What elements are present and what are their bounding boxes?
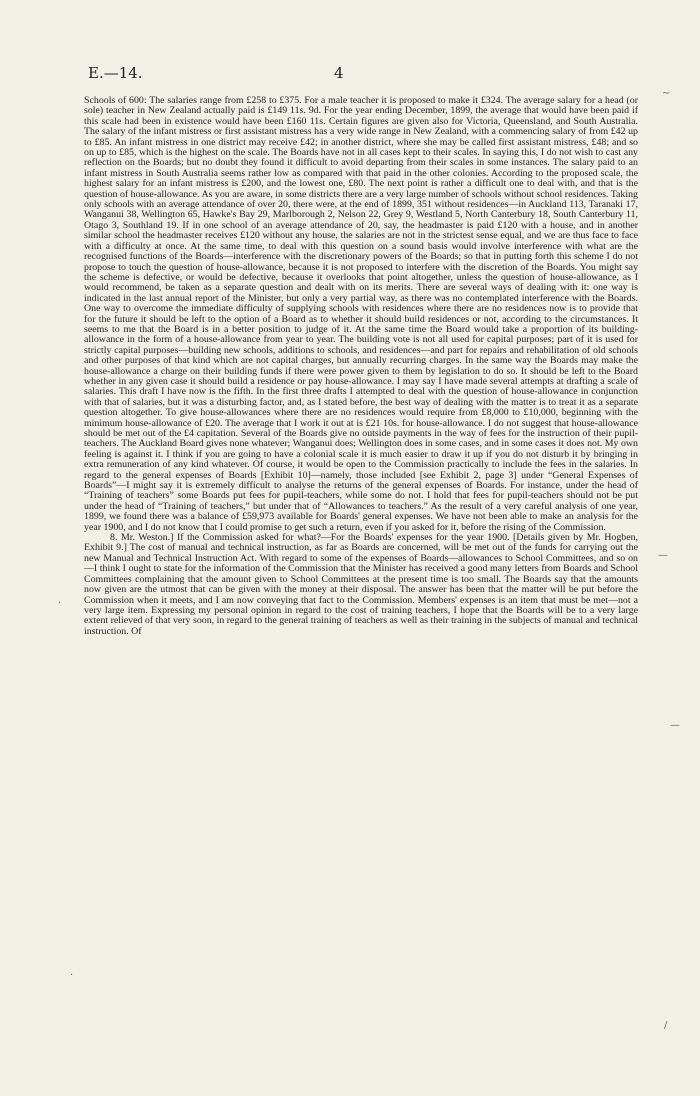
document-reference: E.—14. bbox=[88, 64, 143, 82]
margin-mark: / bbox=[664, 1020, 668, 1031]
margin-mark: · bbox=[58, 598, 62, 609]
page-number: 4 bbox=[334, 64, 344, 82]
margin-mark: — bbox=[670, 720, 680, 731]
margin-mark: · bbox=[70, 970, 74, 981]
page-header bbox=[88, 64, 628, 84]
margin-mark: — bbox=[658, 550, 668, 561]
body-text bbox=[84, 96, 638, 637]
paragraph-1: Schools of 600: The salaries range from £258 to £375. For a male teacher it is proposed to make it £324. The average salary for a head (or sole) teacher in New Zealand actually paid is £149 11s. 9d. For the year ending December, 1899, the average that would have been paid if this scale had been in existence would have been £160 11s. Certain figures are given also for Victoria, Queensland, and South Australia. The salary of the infant mistress or first assistant mistress has a very wide range in New Zealand, with a commencing salary of from £42 up to £85. An infant mistress in one district may receive £42; in another district, where she may be called first assistant mistress, £48; and so on up to £85, which is the highest on the scale. The Boards have not in all cases kept to their scales. In saying this, I do not wish to cast any reflection on the Boards; but no doubt they found it difficult to avoid departing from their scales in some instances. The salary paid to an infant mistress in South Australia seems rather low as compared with that paid in the other colonies. According to the proposed scale, the highest salary for an infant mistress is £200, and the lowest one, £80. The next point is rather a difficult one to deal with, and that is the question of house-allowance. As you are aware, in some districts there are a very large number of schools without school residences. Taking only schools with an average attendance of over 20, there were, at the end of 1899, 351 without residences—in Auckland 113, Taranaki 17, Wanganui 38, Wellington 65, Hawke's Bay 29, Marlborough 2, Nelson 22, Grey 9, Westland 5, North Canterbury 18, South Canterbury 11, Otago 3, Southland 19. If in one school of an average attendance of 20, say, the headmaster is paid £120 with a house, and in another similar school the headmaster receives £120 without any house, the salaries are not in the strictest sense equal, and we are thus face to face with a difficulty at once. At the same time, to deal with this question on a sound basis would involve interference with what are the recognised functions of the Boards—interference with the discretionary powers of the Boards; so that in putting forth this scheme I do not propose to touch the question of house-allowance, because it is not proposed to interfere with the discretion of the Boards. You might say the scheme is defective, or would be defective, because it overlooks that point altogether, unless the question of house-allowance, as I would recommend, be taken as a separate question and dealt with on its merits. There are several ways of dealing with it: one way is indicated in the last annual report of the Minister, but only a very partial way, as there was no contemplated interference with the Boards. One way to overcome the immediate difficulty of supplying schools with residences where there are no residences now is to provide that for the future it should be left to the option of a Board as to whether it should build residences or not, according to the circumstances. It seems to me that the Board is in a better position to judge of it. At the same time the Board would take a proportion of its building-allowance in the form of a house-allowance from year to year. The building vote is not all used for capital purposes; part of it is used for strictly capital purposes—building new schools, additions to schools, and residences—and part for repairs and rehabilitation of old schools and other purposes of that kind which are not capital charges, but annually recurring charges. In the same way the Boards may make the house-allowance a charge on their building funds if there were power given to them by legislation to do so. It should be left to the Board whether in any given case it should build a residence or pay house-allowance. I may say I have made several attempts at drafting a scale of salaries. This draft I have now is the fifth. In the first three drafts I attempted to deal with the question of house-allowance in conjunction with that of salaries, but it was a disturbing factor, and, as I stated before, the best way of dealing with the matter is to treat it as a separate question altogether. To give house-allowances where there are no residences would require from £8,000 to £10,000, beginning with the minimum house-allowance of £20. The average that I work it out at is £21 10s. for house-allowance. I do not suggest that house-allowance should be met out of the £4 capitation. Several of the Boards give no outside payments in the way of fees for the instruction of their pupil-teachers. The Auckland Board gives none whatever; Wanganui does; Wellington does in some cases, and in some cases it does not. My own feeling is against it. I think if you are going to have a colonial scale it is much easier to draw it up if you do not disturb it by bringing in extra remuneration of any kind whatever. Of course, it would be open to the Commission practically to include the fees in the salaries. In regard to the general expenses of Boards [Exhibit 10]—namely, those included [see Exhibit 2, page 3] under “General Expenses of Boards”—I might say it is extremely difficult to analyse the returns of the general expenses of Boards. For instance, under the head of “Training of teachers” some Boards put fees for pupil-teachers, while some do not. I hold that fees for pupil-teachers should not be put under the head of “Training of teachers,” but under that of “Allowances to teachers.” As the result of a very careful analysis of one year, 1899, we found there was a balance of £59,973 available for Boards' general expenses. We have not been able to make an analysis for the year 1900, and I do not know that I could promise to get such a return, even if you asked for it, before the rising of the Commission. bbox=[84, 95, 638, 533]
paragraph-2: 8. Mr. Weston.] If the Commission asked for what?—For the Boards' expenses for the year 1900. [Details given by Mr. Hogben, Exhibit 9.] The cost of manual and technical instruction, as far as Boards are concerned, will be met out of the funds for carrying out the new Manual and Technical Instruction Act. With regard to some of the expenses of Boards—allowances to School Committees, and so on—I think I ought to state for the information of the Commission that the Minister has received a good many letters from Boards and School Committees complaining that the amount given to School Committees at the present time is too small. The Boards say that the amounts now given are the utmost that can be given with the money at their disposal. The answer has been that the matter will be put before the Commission when it meets, and I am now conveying that fact to the Commission. Members' expenses is an item that must be met—not a very large item. Expressing my personal opinion in regard to the cost of training teachers, I hope that the Boards will be to a very large extent relieved of that very soon, in regard to the general training of teachers as well as their training in the subjects of manual and technical instruction. Of bbox=[84, 532, 638, 637]
margin-mark: ~ bbox=[662, 88, 671, 99]
